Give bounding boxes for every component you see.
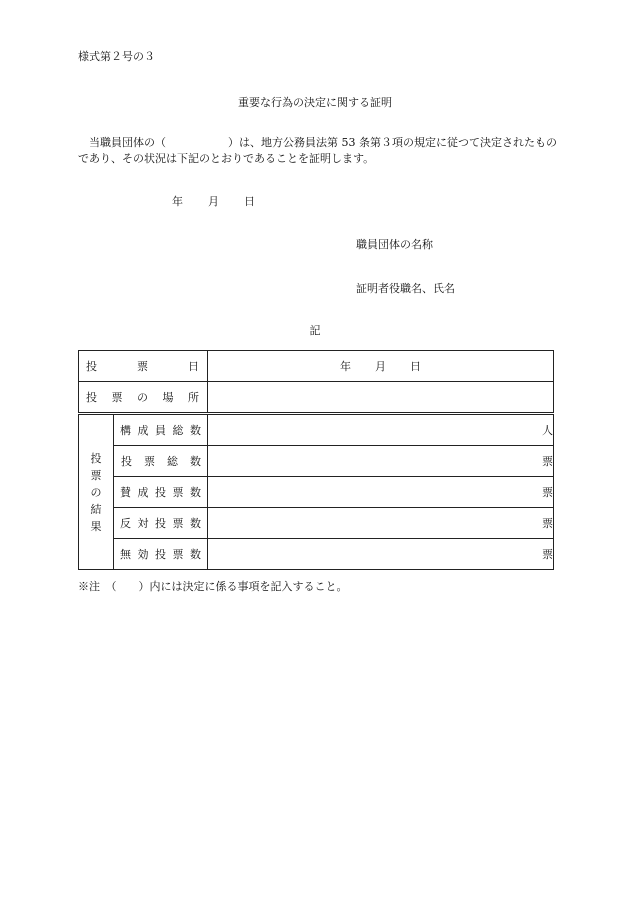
result-label-no-votes: 反 対 投 票 数 [114, 508, 208, 539]
result-label-invalid-votes: 無 効 投 票 数 [114, 539, 208, 570]
result-value-invalid-votes[interactable]: 票 [208, 539, 554, 570]
vote-table [78, 350, 554, 570]
result-row-members [79, 414, 554, 446]
result-row-total-votes [79, 446, 554, 477]
vote-date-label: 投 票 日 [79, 351, 208, 382]
vote-date-row [79, 351, 554, 382]
paragraph-part-2: ）は、地方公務員法第 53 条第３項の規定に従つて決定されたものであり、その状況は下記のとおりであることを証明します。 [78, 136, 557, 165]
result-label-members: 構 成 員 総 数 [114, 414, 208, 446]
day-label: 日 [244, 195, 255, 208]
document-title: 重要な行為の決定に関する証明 [238, 96, 392, 109]
org-name-label: 職員団体の名称 [356, 238, 433, 251]
result-value-no-votes[interactable]: 票 [208, 508, 554, 539]
result-row-yes-votes [79, 477, 554, 508]
result-value-yes-votes[interactable]: 票 [208, 477, 554, 508]
date-line [172, 193, 255, 209]
ki-label: 記 [309, 324, 321, 337]
result-label-total-votes: 投 票 総 数 [114, 446, 208, 477]
certification-paragraph [78, 135, 558, 167]
vote-place-value[interactable] [208, 382, 554, 414]
certifier-label: 証明者役職名、氏名 [356, 282, 455, 295]
result-label-yes-votes: 賛 成 投 票 数 [114, 477, 208, 508]
vote-place-label: 投 票 の 場 所 [79, 382, 208, 414]
result-row-invalid-votes [79, 539, 554, 570]
year-label: 年 [172, 195, 183, 208]
vote-place-row [79, 382, 554, 414]
paragraph-part-1: 当職員団体の（ [89, 136, 166, 149]
month-label: 月 [208, 195, 219, 208]
footnote: ※注 （ ）内には決定に係る事項を記入すること。 [78, 580, 348, 593]
vote-date-value[interactable]: 年 月 日 [208, 351, 554, 382]
result-value-total-votes[interactable]: 票 [208, 446, 554, 477]
result-row-no-votes [79, 508, 554, 539]
result-group-label: 投 票 の 結 果 [79, 414, 114, 570]
result-value-members[interactable]: 人 [208, 414, 554, 446]
form-number: 様式第２号の３ [78, 50, 155, 63]
